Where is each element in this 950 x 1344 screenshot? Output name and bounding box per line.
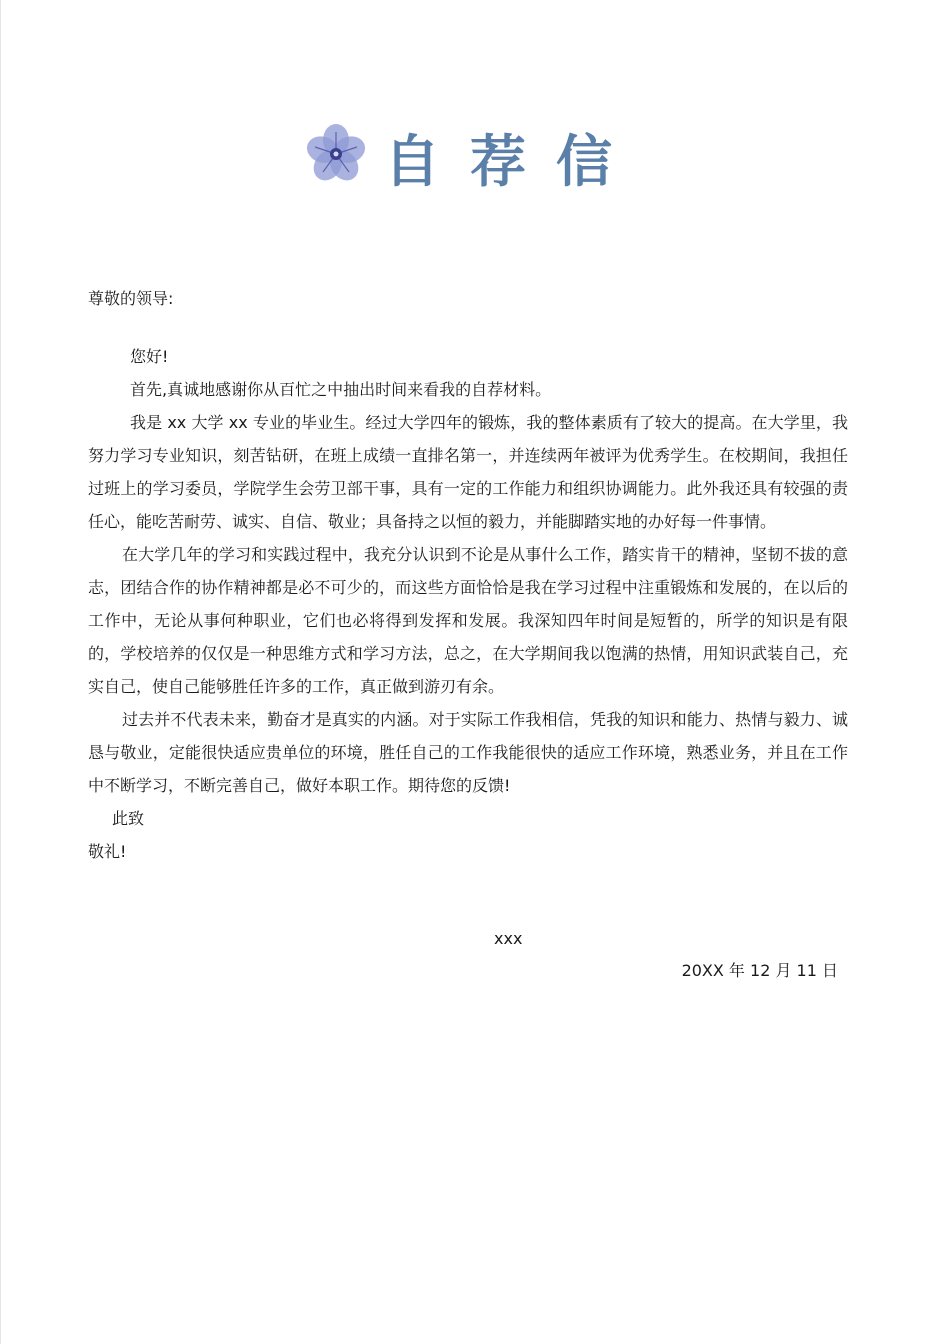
paragraph-experience: 在大学几年的学习和实践过程中，我充分认识到不论是从事什么工作，踏实肯干的精神，坚韧不拔的意志，团结合作的协作精神都是必不可少的，而这些方面恰恰是我在学习过程中注重锻炼和发展的，在以后的工作中，无论从事何种职业，它们也必将得到发挥和发展。我深知四年时间是短暂的，所学的知识是有限的，学校培养的仅仅是一种思维方式和学习方法，总之，在大学期间我以饱满的热情，用知识武装自己，充实自己，使自己能够胜任许多的工作，真正做到游刃有余。	[88, 545, 848, 696]
paragraph-hello: 您好!	[130, 347, 169, 366]
title-block	[300, 120, 642, 220]
letter-date: 20XX 年 12 月 11 日	[681, 961, 838, 980]
letter-title: 自荐信	[384, 129, 642, 195]
paragraph-thanks: 首先,真诚地感谢你从百忙之中抽出时间来看我的自荐材料。	[130, 380, 552, 399]
flower-icon	[300, 120, 372, 192]
closing-line: 此致	[112, 809, 145, 828]
signer-name: xxx	[494, 929, 523, 948]
page-edge	[0, 0, 1, 1344]
letter-body	[88, 340, 848, 868]
paragraph-conclusion: 过去并不代表未来，勤奋才是真实的内涵。对于实际工作我相信，凭我的知识和能力、热情与毅力、诚恳与敬业，定能很快适应贵单位的环境，胜任自己的工作我能很快的适应工作环境，熟悉业务，并且在工作中不断学习，不断完善自己，做好本职工作。期待您的反馈!	[88, 710, 848, 795]
closing-regards: 敬礼!	[88, 842, 127, 861]
salutation: 尊敬的领导:	[88, 289, 174, 308]
paragraph-background: 我是 xx 大学 xx 专业的毕业生。经过大学四年的锻炼，我的整体素质有了较大的提高。在大学里，我努力学习专业知识，刻苦钻研，在班上成绩一直排名第一，并连续两年被评为优秀学生。在校期间，我担任过班上的学习委员，学院学生会劳卫部干事，具有一定的工作能力和组织协调能力。此外我还具有较强的责任心，能吃苦耐劳、诚实、自信、敬业；具备持之以恒的毅力，并能脚踏实地的办好每一件事情。	[88, 413, 848, 531]
